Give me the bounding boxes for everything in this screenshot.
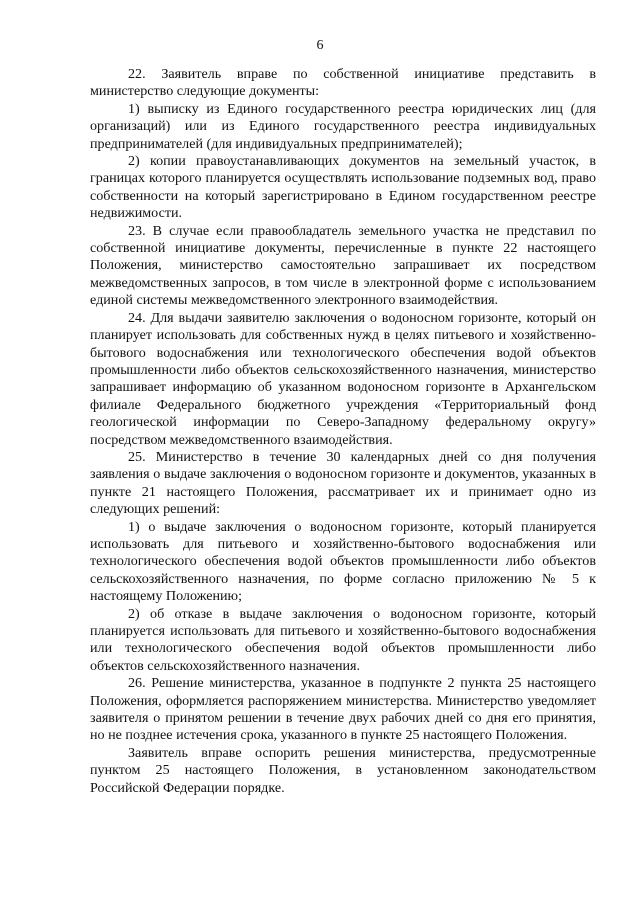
page-number: 6 bbox=[316, 38, 324, 53]
paragraph-25-item-2: 2) об отказе в выдаче заключения о водоносном горизонте, который планируется использовать для питьевого и хозяйственно-бытового водоснабжения или технологического обеспечения водой объектов промышленности либо объектов сельскохозяйственного назначения. bbox=[90, 605, 596, 674]
paragraph-22-item-1: 1) выписку из Единого государственного реестра юридических лиц (для организаций) или из Единого государственного реестра индивидуальных предпринимателей (для индивидуальных предпринимателей); bbox=[90, 100, 596, 152]
paragraph-22-item-2: 2) копии правоустанавливающих документов на земельный участок, в границах которого планируется осуществлять использование подземных вод, право собственности на который зарегистрировано в Едином государственном реестре недвижимости. bbox=[90, 153, 596, 222]
paragraph-26-appeal: Заявитель вправе оспорить решения министерства, предусмотренные пунктом 25 настоящего Положения, в установленном законодательством Российской Федерации порядке. bbox=[90, 744, 596, 796]
paragraph-22: 22. Заявитель вправе по собственной инициативе представить в министерство следующие документы: bbox=[90, 66, 596, 100]
paragraph-25: 25. Министерство в течение 30 календарных дней со дня получения заявления о выдаче заключения о водоносном горизонте и документов, указанных в пункте 21 настоящего Положения, рассматривает их и принимает одно из следующих решений: bbox=[90, 448, 596, 518]
paragraph-23: 23. В случае если правообладатель земельного участка не представил по собственной инициативе документы, перечисленные в пункте 22 настоящего Положения, министерство самостоятельно запрашивает их посредством межведомственных запросов, в том числе в электронной форме с использованием единой системы межведомственного электронного взаимодействия. bbox=[90, 222, 596, 309]
paragraph-24: 24. Для выдачи заявителю заключения о водоносном горизонте, который он планирует использовать для собственных нужд в целях питьевого и хозяйственно-бытового водоснабжения или технологического обеспечения водой объектов промышленности либо объектов сельскохозяйственного назначения, министерство запрашивает информацию об указанном водоносном горизонте в Архангельском филиале Федерального бюджетного учреждения «Территориальный фонд геологической информации по Северо-Западному федеральному округу» посредством межведомственного взаимодействия. bbox=[90, 309, 596, 448]
document-body bbox=[90, 66, 596, 797]
paragraph-25-item-1: 1) о выдаче заключения о водоносном горизонте, который планируется использовать для питьевого и хозяйственно-бытового водоснабжения или технологического обеспечения водой объектов промышленности либо объектов сельскохозяйственного назначения, по форме согласно приложению № 5 к настоящему Положению; bbox=[90, 518, 596, 605]
paragraph-26: 26. Решение министерства, указанное в подпункте 2 пункта 25 настоящего Положения, оформляется распоряжением министерства. Министерство уведомляет заявителя о принятом решении в течение двух рабочих дней со дня его принятия, но не позднее истечения срока, указанного в пункте 25 настоящего Положения. bbox=[90, 675, 596, 744]
